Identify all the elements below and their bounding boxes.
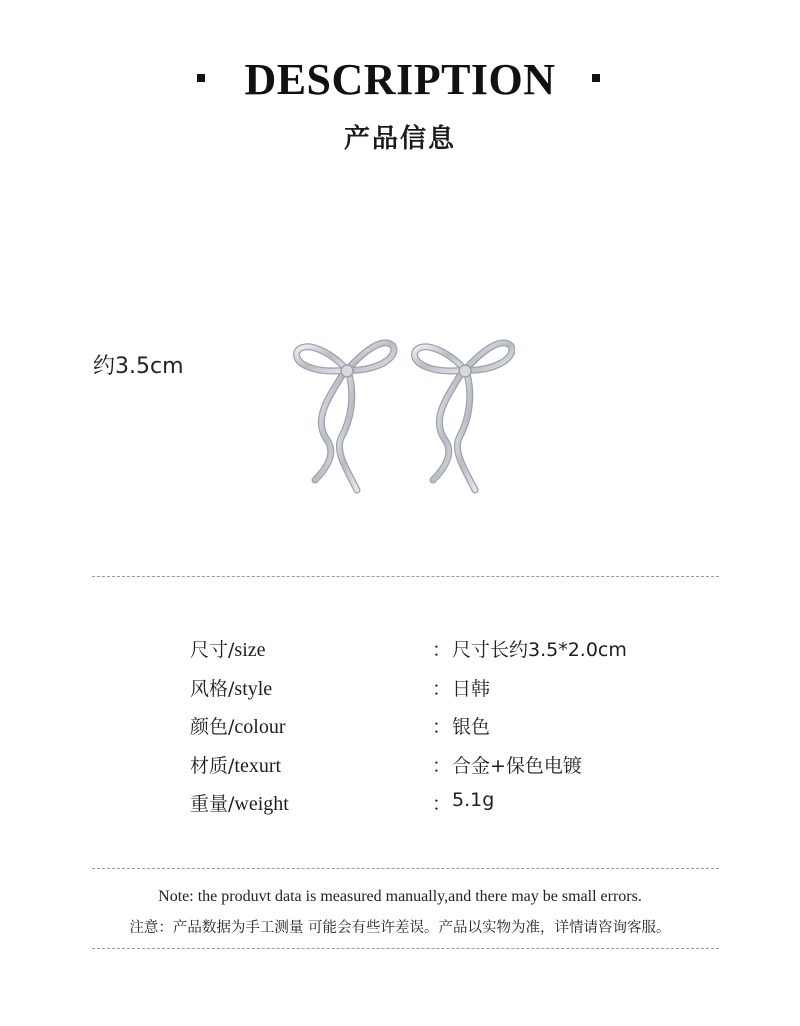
page-subtitle: 产品信息: [343, 124, 456, 154]
spec-colon: ：: [432, 639, 452, 661]
note-chinese: 注意：产品数据为手工测量 可能会有些许差误。产品以实物为准，详情请咨询客服。: [129, 920, 671, 936]
divider-top: [92, 576, 719, 577]
note-english: Note: the produvt data is measured manually,and there may be small errors.: [158, 888, 642, 905]
spec-value-weight: 5.1g: [452, 789, 495, 811]
spec-colon: ：: [432, 755, 452, 777]
bullet-right-icon: [592, 74, 600, 82]
bow-earrings-image: [285, 330, 515, 510]
spec-label-style: 风格/style: [190, 678, 273, 700]
divider-middle: [92, 868, 719, 869]
spec-colon: ：: [432, 716, 452, 738]
page-title: DESCRIPTION: [244, 55, 556, 104]
spec-colon: ：: [432, 793, 452, 815]
spec-value-texture: 合金+保色电镀: [452, 755, 582, 777]
spec-colon: ：: [432, 678, 452, 700]
spec-label-weight: 重量/weight: [190, 793, 289, 815]
spec-value-style: 日韩: [452, 678, 491, 700]
earring-left-icon: [297, 343, 394, 490]
bullet-left-icon: [197, 74, 205, 82]
divider-bottom: [92, 948, 719, 949]
earring-right-icon: [415, 343, 512, 490]
size-annotation: 约3.5cm: [93, 354, 184, 379]
spec-value-colour: 银色: [452, 716, 491, 738]
description-title-row: [0, 52, 800, 108]
spec-label-size: 尺寸/size: [190, 639, 266, 661]
spec-value-size: 尺寸长约3.5*2.0cm: [452, 639, 627, 661]
spec-label-colour: 颜色/colour: [190, 716, 286, 738]
spec-label-texture: 材质/texurt: [190, 755, 282, 777]
